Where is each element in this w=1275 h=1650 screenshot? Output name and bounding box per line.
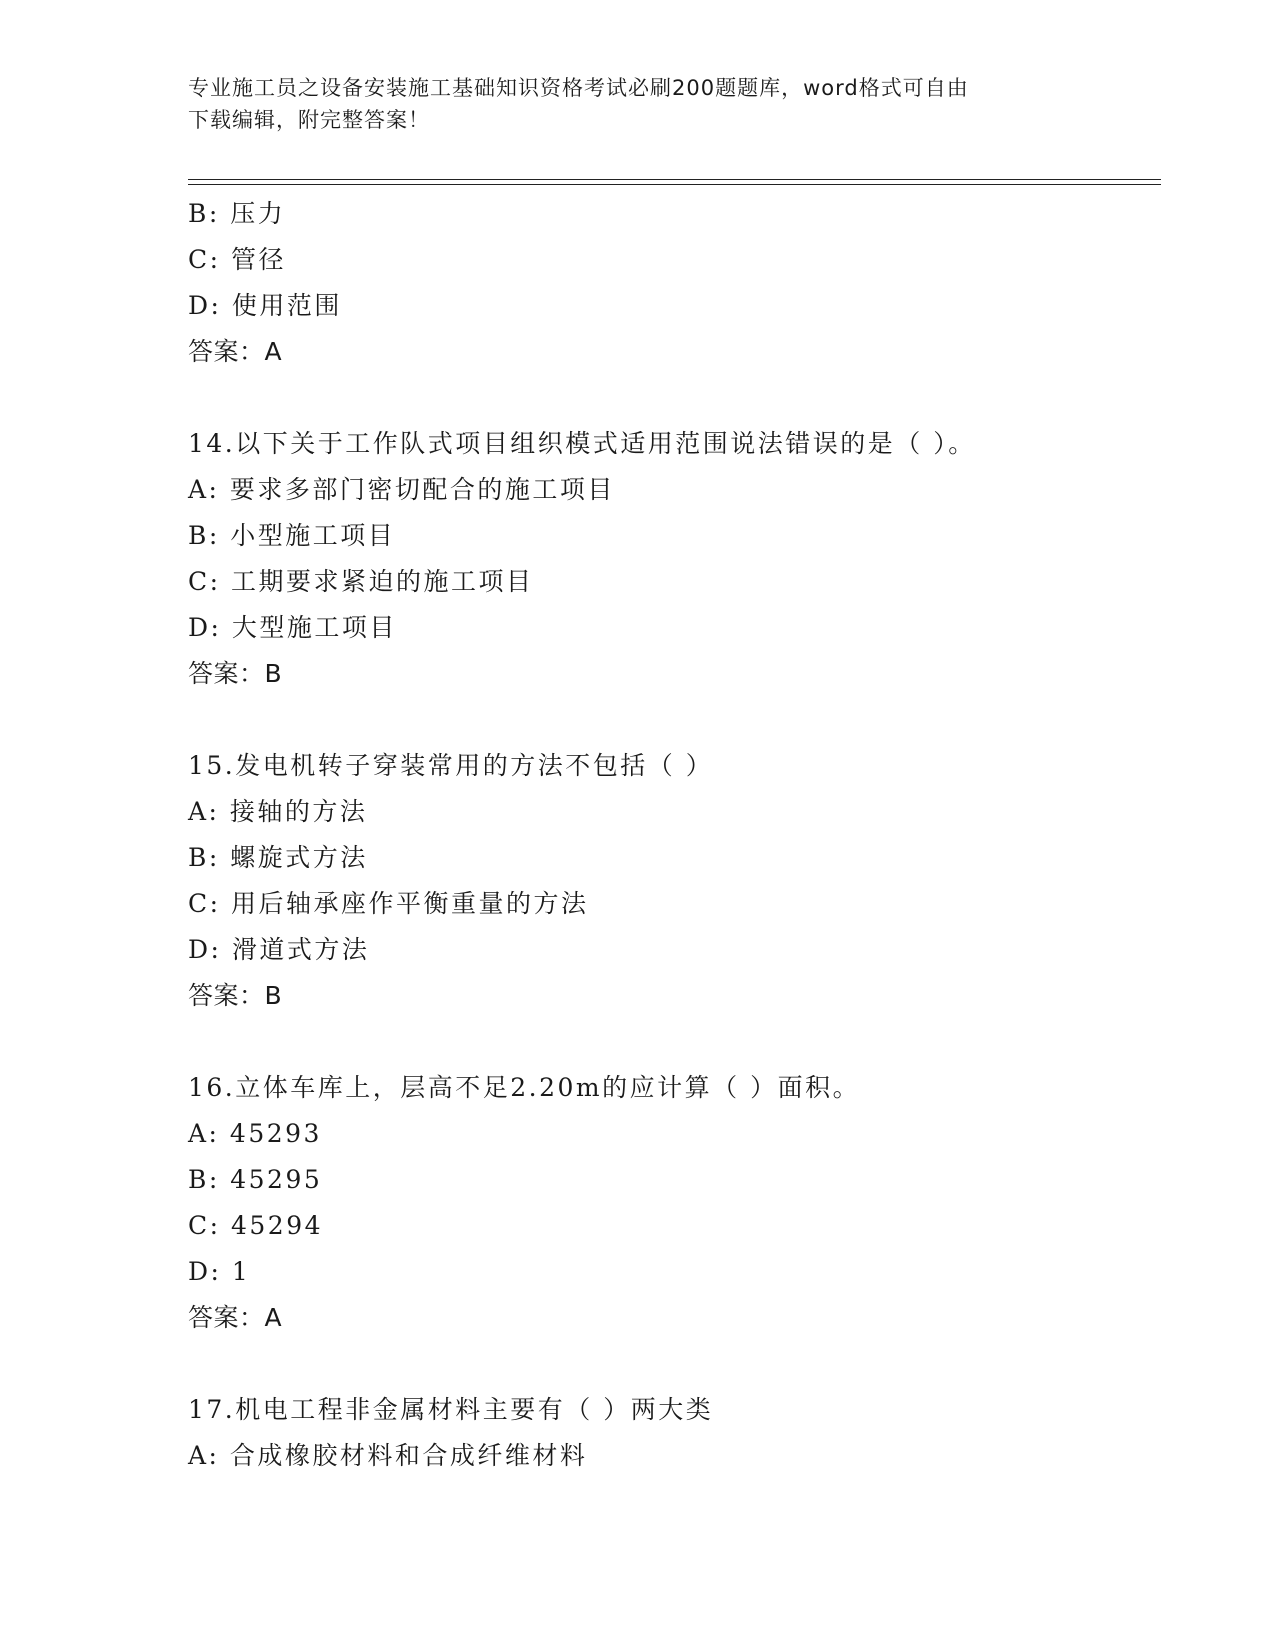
option-d: D: 滑道式方法 [188,935,370,964]
header-rule-bottom [188,184,1161,185]
answer-line: 答案：B [188,659,283,688]
document-header [188,72,1088,136]
header-line-1: 专业施工员之设备安装施工基础知识资格考试必刷200题题库，word格式可自由 [188,76,969,100]
option-c: C: 管径 [188,245,286,274]
option-c: C: 工期要求紧迫的施工项目 [188,567,534,596]
question-block-14 [188,421,1148,697]
question-block-13 [188,191,1148,375]
question-text: 17.机电工程非金属材料主要有（ ）两大类 [188,1395,714,1424]
option-a: A: 合成橡胶材料和合成纤维材料 [188,1441,588,1470]
question-block-16 [188,1065,1148,1341]
option-a: A: 45293 [188,1119,322,1148]
header-rule-top [188,179,1161,180]
question-text: 16.立体车库上，层高不足2.20m的应计算（ ）面积。 [188,1073,861,1102]
option-d: D: 1 [188,1257,251,1286]
option-d: D: 使用范围 [188,291,342,320]
option-a: A: 要求多部门密切配合的施工项目 [188,475,615,504]
header-line-2: 下载编辑，附完整答案！ [188,108,430,132]
option-b: B: 小型施工项目 [188,521,396,550]
option-d: D: 大型施工项目 [188,613,397,642]
option-c: C: 45294 [188,1211,324,1240]
option-a: A: 接轴的方法 [188,797,368,826]
question-list [188,191,1148,1479]
option-c: C: 用后轴承座作平衡重量的方法 [188,889,589,918]
option-b: B: 螺旋式方法 [188,843,368,872]
question-block-17 [188,1387,1148,1479]
option-b: B: 压力 [188,199,286,228]
answer-line: 答案：A [188,337,283,366]
answer-line: 答案：A [188,1303,283,1332]
answer-line: 答案：B [188,981,283,1010]
question-text: 15.发电机转子穿装常用的方法不包括（ ） [188,751,714,780]
question-block-15 [188,743,1148,1019]
option-b: B: 45295 [188,1165,323,1194]
question-text: 14.以下关于工作队式项目组织模式适用范围说法错误的是（ ）。 [188,429,976,458]
